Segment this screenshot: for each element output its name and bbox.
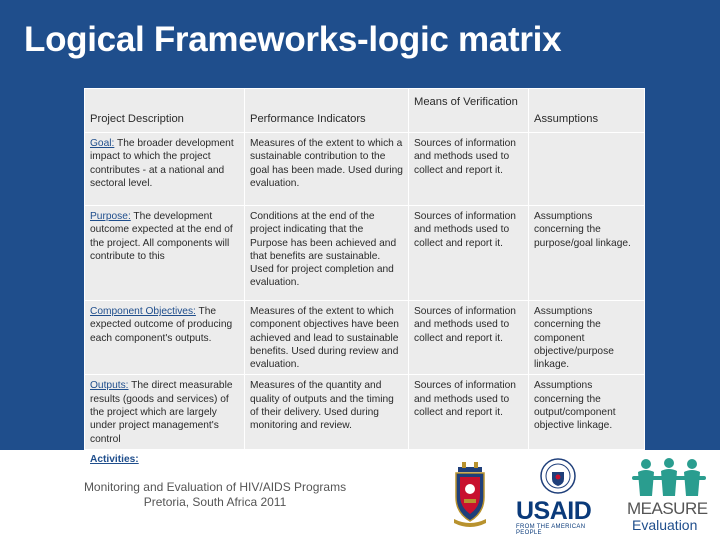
activities-label: Activities:: [90, 454, 139, 465]
usaid-tagline: FROM THE AMERICAN PEOPLE: [516, 524, 586, 536]
logframe-matrix: [84, 88, 645, 450]
cell-outputs-indicators: Measures of the quantity and quality of outputs and the timing of their delivery. Used during monitoring and review.: [245, 375, 409, 450]
table-row-component-objectives: [85, 301, 645, 375]
cell-purpose-description: [85, 206, 245, 301]
header-project-description: Project Description: [85, 89, 245, 133]
outputs-label: Outputs:: [90, 380, 129, 392]
goal-label: Goal:: [90, 138, 115, 149]
cell-purpose-assumptions: Assumptions concerning the purpose/goal linkage.: [529, 206, 645, 301]
cell-outputs-verification: Sources of information and methods used to collect and report it.: [409, 375, 529, 450]
table-row-purpose: [85, 206, 645, 301]
footer-line-location: Pretoria, South Africa 2011: [143, 495, 287, 509]
footer-caption: [70, 480, 360, 510]
slide-title: Logical Frameworks-logic matrix: [24, 20, 562, 59]
cell-component-assumptions: Assumptions concerning the component objective/purpose linkage.: [529, 301, 645, 375]
goal-description-text: The broader development impact to which the project contributes - at a national and sectoral level.: [90, 138, 234, 189]
table-row-goal: [85, 133, 645, 206]
footer-line-course: Monitoring and Evaluation of HIV/AIDS Programs: [83, 480, 347, 494]
cell-purpose-verification: Sources of information and methods used to collect and report it.: [409, 206, 529, 301]
usaid-wordmark: USAID: [516, 497, 592, 525]
matrix-header-row: [85, 89, 645, 133]
university-crest-icon: [452, 461, 488, 529]
component-description-text: The expected outcome of producing each component's outputs.: [90, 306, 233, 344]
header-means-of-verification: Means of Verification: [409, 89, 529, 133]
cell-purpose-indicators: Conditions at the end of the project indicating that the Purpose has been achieved and that benefits are sustainable. Used for project completion and evaluation.: [245, 206, 409, 301]
cell-component-verification: Sources of information and methods used to collect and report it.: [409, 301, 529, 375]
university-seal-icon: [540, 458, 576, 494]
outputs-description-text: The direct measurable results (goods and services) of the project which are largely under project management's control: [90, 380, 233, 445]
purpose-label: Purpose:: [90, 211, 131, 222]
cell-outputs-assumptions: Assumptions concerning the output/component objective linkage.: [529, 375, 645, 450]
cell-goal-description: [85, 133, 245, 206]
cell-outputs-description: [85, 375, 245, 450]
cell-component-description: [85, 301, 245, 375]
component-objectives-label: Component Objectives:: [90, 306, 196, 317]
header-assumptions: Assumptions: [529, 89, 645, 133]
cell-goal-indicators: Measures of the extent to which a sustainable contribution to the goal has been made. Used during evaluation.: [245, 133, 409, 206]
header-performance-indicators: Performance Indicators: [245, 89, 409, 133]
cell-component-indicators: Measures of the extent to which component objectives have been achieved and lead to sustainable benefits. Used during review and evaluation.: [245, 301, 409, 375]
cell-goal-assumptions: [529, 133, 645, 206]
evaluation-wordmark: Evaluation: [632, 517, 698, 533]
purpose-description-text: The development outcome expected at the end of the project. All components will contribute to this: [90, 211, 233, 262]
cell-goal-verification: Sources of information and methods used to collect and report it.: [409, 133, 529, 206]
measure-wordmark: MEASURE: [627, 499, 708, 518]
table-row-outputs: [85, 375, 645, 450]
measure-evaluation-figures-icon: [624, 458, 714, 498]
usaid-logo: [516, 498, 610, 536]
